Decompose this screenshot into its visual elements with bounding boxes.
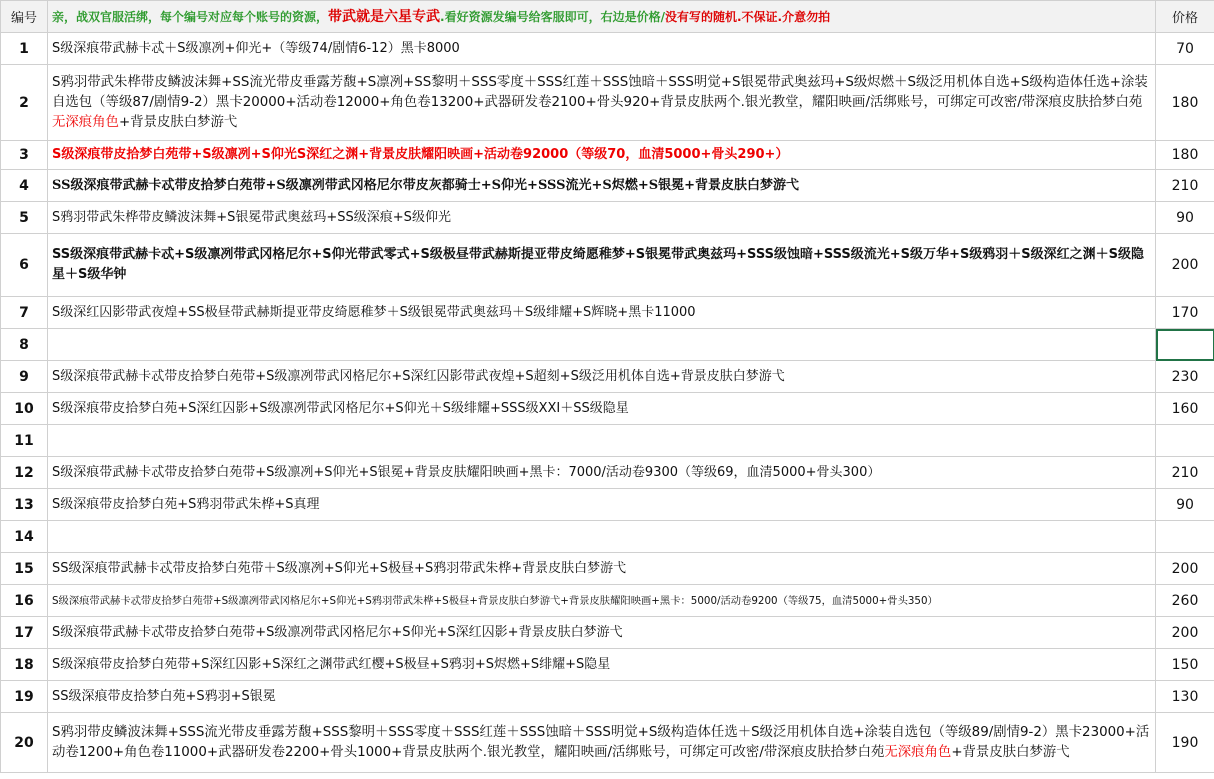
row-desc[interactable]: [48, 329, 1156, 361]
row-price[interactable]: 180: [1156, 141, 1214, 170]
table-row: [1, 33, 1214, 65]
row-id[interactable]: 5: [1, 202, 48, 234]
table-row: [1, 170, 1214, 202]
row-desc[interactable]: S级深痕带皮拾梦白苑+S鸦羽带武朱桦+S真理: [48, 489, 1156, 521]
row-id[interactable]: 4: [1, 170, 48, 202]
row-id[interactable]: 19: [1, 681, 48, 713]
desc-part: S鸦羽带皮鳞波沫舞+SSS流光带皮垂露芳馥+SSS黎明＋SSS零度＋SSS红莲＋SSS蚀暗＋SSS明觉+S级构造体任选＋S级泛用机体自选+涂装自选包（等级89/剧情9-2）黑卡23000+活动卷1200+角色卷11000+武器研发卷2200+骨头1000+背景皮肤两个.银光教堂，耀阳映画/活绑账号，可绑定可改密/带深痕皮肤拾梦白苑: [52, 724, 1150, 760]
row-price[interactable]: 160: [1156, 393, 1214, 425]
row-desc[interactable]: S级深痕带武赫卡忒＋S级凛冽+仰光+（等级74/剧情6-12）黑卡8000: [48, 33, 1156, 65]
row-desc[interactable]: S鸦羽带武朱桦带皮鳞波沫舞+S银冕带武奥兹玛+SS级深痕+S级仰光: [48, 202, 1156, 234]
table-row: [1, 521, 1214, 553]
table-row: [1, 361, 1214, 393]
row-id[interactable]: 6: [1, 234, 48, 297]
row-desc[interactable]: SS级深痕带武赫卡忒带皮拾梦白苑带+S级凛冽带武冈格尼尔带皮灰都骑士+S仰光+SSS流光+S烬燃+S银冕+背景皮肤白梦游弋: [48, 170, 1156, 202]
row-price-selected[interactable]: [1156, 329, 1214, 361]
row-price[interactable]: [1156, 425, 1214, 457]
row-id[interactable]: 1: [1, 33, 48, 65]
row-desc[interactable]: S级深痕带武赫卡忒带皮拾梦白苑带+S级凛冽带武冈格尼尔+S仰光+S深红囚影+背景皮肤白梦游弋: [48, 617, 1156, 649]
row-id[interactable]: 7: [1, 297, 48, 329]
desc-part: +背景皮肤白梦游弋: [118, 114, 238, 130]
table-row: [1, 141, 1214, 170]
table-row: [1, 649, 1214, 681]
row-id[interactable]: 3: [1, 141, 48, 170]
table-row: [1, 65, 1214, 141]
table-row: [1, 681, 1214, 713]
row-price[interactable]: 210: [1156, 457, 1214, 489]
table-row: [1, 202, 1214, 234]
col-price-header[interactable]: 价格: [1156, 1, 1214, 33]
row-desc[interactable]: S级深痕带皮拾梦白苑带+S级凛冽+S仰光S深红之渊+背景皮肤耀阳映画+活动卷92000（等级70，血清5000+骨头290+）: [48, 141, 1156, 170]
row-id[interactable]: 11: [1, 425, 48, 457]
row-desc[interactable]: SS级深痕带皮拾梦白苑+S鸦羽+S银冕: [48, 681, 1156, 713]
table-row: [1, 425, 1214, 457]
table-row: [1, 617, 1214, 649]
row-desc[interactable]: S级深痕带武赫卡忒带皮拾梦白苑带+S级凛冽带武冈格尼尔+S深红囚影带武夜煌+S超刻+S级泛用机体自选+背景皮肤白梦游弋: [48, 361, 1156, 393]
table-row: [1, 585, 1214, 617]
desc-part: +背景皮肤白梦游弋: [951, 744, 1070, 760]
row-desc[interactable]: [48, 65, 1156, 141]
row-price[interactable]: 180: [1156, 65, 1214, 141]
row-price[interactable]: 90: [1156, 489, 1214, 521]
row-desc[interactable]: [48, 425, 1156, 457]
row-price[interactable]: 190: [1156, 713, 1214, 773]
row-id[interactable]: 16: [1, 585, 48, 617]
desc-highlight: 无深痕角色: [52, 114, 119, 130]
table-row: [1, 457, 1214, 489]
row-price[interactable]: 150: [1156, 649, 1214, 681]
row-desc[interactable]: S级深痕带武赫卡忒带皮拾梦白苑带+S级凛冽带武冈格尼尔+S仰光+S鸦羽带武朱桦+S极昼+背景皮肤白梦游弋+背景皮肤耀阳映画+黑卡：5000/活动卷9200（等级75，血清5000+骨头350）: [48, 585, 1156, 617]
note-c: .看好资源发编号给客服即可，右边是价格/: [440, 9, 665, 24]
row-id[interactable]: 9: [1, 361, 48, 393]
col-id-header[interactable]: 编号: [1, 1, 48, 33]
row-id[interactable]: 12: [1, 457, 48, 489]
row-price[interactable]: 200: [1156, 553, 1214, 585]
row-desc[interactable]: S级深痕带皮拾梦白苑带+S深红囚影+S深红之渊带武红樱+S极昼+S鸦羽+S烬燃+S绯耀+S隐星: [48, 649, 1156, 681]
row-desc[interactable]: SS级深痕带武赫卡忒带皮拾梦白苑带＋S级凛冽+S仰光+S极昼+S鸦羽带武朱桦+背景皮肤白梦游弋: [48, 553, 1156, 585]
row-desc[interactable]: S级深痕带皮拾梦白苑+S深红囚影+S级凛冽带武冈格尼尔+S仰光＋S级绯耀+SSS级XXI＋SS级隐星: [48, 393, 1156, 425]
row-id[interactable]: 20: [1, 713, 48, 773]
row-desc[interactable]: SS级深痕带武赫卡忒+S级凛冽带武冈格尼尔+S仰光带武零式+S级极昼带武赫斯提亚带皮绮愿稚梦+S银冕带武奥兹玛+SSS级蚀暗+SSS级流光+S级万华+S级鸦羽＋S级深红之渊＋S级隐星＋S级华钟: [48, 234, 1156, 297]
row-id[interactable]: 14: [1, 521, 48, 553]
row-price[interactable]: 210: [1156, 170, 1214, 202]
row-id[interactable]: 8: [1, 329, 48, 361]
row-price[interactable]: 200: [1156, 234, 1214, 297]
table-row: [1, 329, 1214, 361]
table-row: [1, 489, 1214, 521]
row-id[interactable]: 2: [1, 65, 48, 141]
row-desc[interactable]: S级深红囚影带武夜煌+SS极昼带武赫斯提亚带皮绮愿稚梦＋S级银冕带武奥兹玛＋S级绯耀+S辉晓+黑卡11000: [48, 297, 1156, 329]
row-id[interactable]: 15: [1, 553, 48, 585]
table-row: [1, 713, 1214, 773]
desc-highlight: 无深痕角色: [884, 744, 952, 760]
row-id[interactable]: 10: [1, 393, 48, 425]
desc-part: S鸦羽带武朱桦带皮鳞波沫舞+SS流光带皮垂露芳馥+S凛冽+SS黎明＋SSS零度＋SSS红莲＋SSS蚀暗＋SSS明觉+S银冕带武奥兹玛+S级烬燃＋S级泛用机体自选+S级构造体任选+涂装自选包（等级87/剧情9-2）黑卡20000+活动卷12000+角色卷13200+武器研发卷2100+骨头920+背景皮肤两个.银光教堂，耀阳映画/活绑账号，可绑定可改密/带深痕皮肤拾梦白苑: [52, 74, 1148, 110]
row-id[interactable]: 18: [1, 649, 48, 681]
row-id[interactable]: 17: [1, 617, 48, 649]
table-row: [1, 234, 1214, 297]
row-price[interactable]: 260: [1156, 585, 1214, 617]
row-id[interactable]: 13: [1, 489, 48, 521]
row-price[interactable]: 130: [1156, 681, 1214, 713]
row-desc[interactable]: [48, 521, 1156, 553]
note-d: 没有写的随机.不保证.介意勿拍: [664, 9, 831, 24]
row-desc[interactable]: S级深痕带武赫卡忒带皮拾梦白苑带+S级凛冽+S仰光+S银冕+背景皮肤耀阳映画+黑卡：7000/活动卷9300（等级69，血清5000+骨头300）: [48, 457, 1156, 489]
table-row: [1, 553, 1214, 585]
header-row: [1, 1, 1214, 33]
header-note[interactable]: [48, 1, 1156, 33]
row-desc[interactable]: [48, 713, 1156, 773]
row-price[interactable]: 230: [1156, 361, 1214, 393]
row-price[interactable]: 170: [1156, 297, 1214, 329]
table-row: [1, 297, 1214, 329]
table-row: [1, 393, 1214, 425]
note-a: 亲，战双官服活绑，每个编号对应每个账号的资源，: [52, 9, 329, 24]
row-price[interactable]: [1156, 521, 1214, 553]
row-price[interactable]: 90: [1156, 202, 1214, 234]
row-price[interactable]: 200: [1156, 617, 1214, 649]
note-b: 带武就是六星专武: [328, 8, 441, 25]
row-price[interactable]: 70: [1156, 33, 1214, 65]
